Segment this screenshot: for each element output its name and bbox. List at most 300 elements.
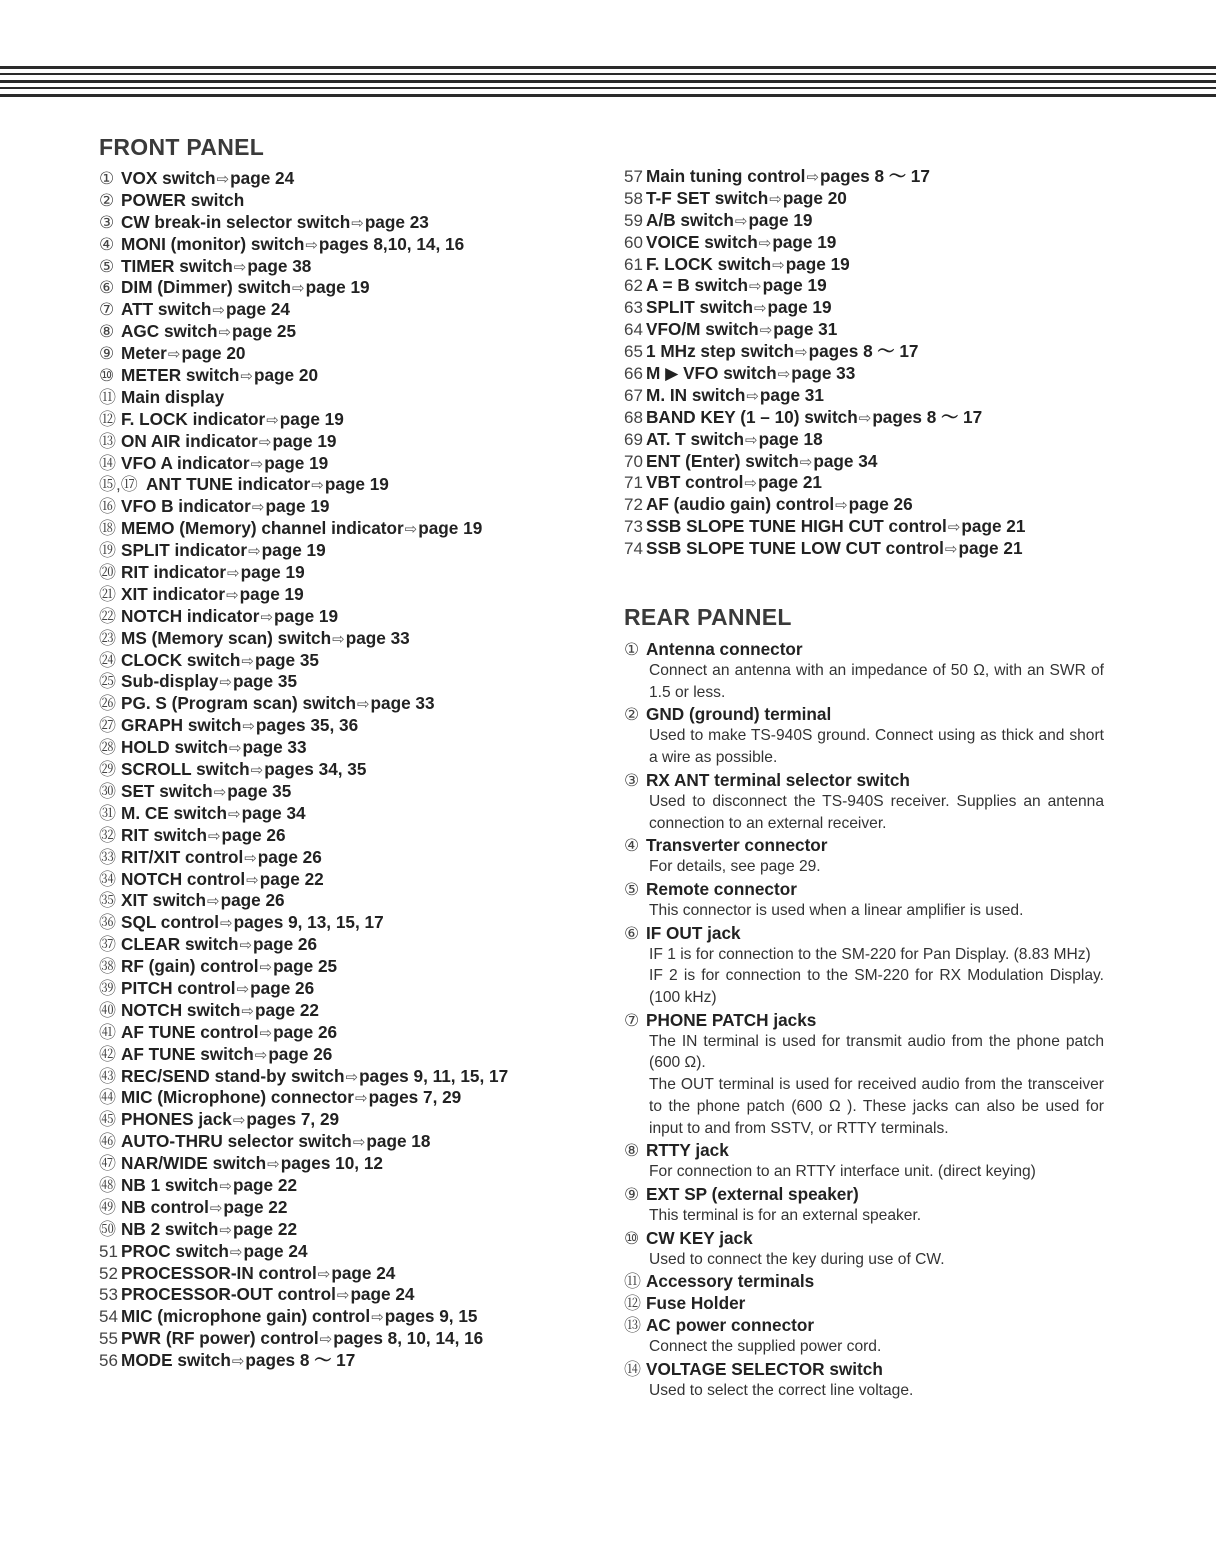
rear-panel-item [624,1358,1104,1402]
page-reference: page 19 [324,474,389,495]
front-panel-item [99,803,508,825]
page-reference: page 35 [233,671,298,692]
arrow-icon: ⇨ [317,1265,331,1283]
arrow-icon: ⇨ [858,409,872,427]
rear-item-description: Connect the supplied power cord. [649,1338,882,1356]
page-reference: page 22 [233,1218,298,1239]
arrow-icon: ⇨ [351,214,364,232]
page-reference: page 26 [268,1043,333,1064]
item-label: POWER switch [121,189,245,210]
rear-item-description: Used to connect the key during use of CW. [649,1250,945,1268]
page-reference: page 35 [254,649,319,670]
front-panel-item [624,385,1025,407]
header-rule-2 [0,73,1216,75]
item-number: ⑧ [99,322,115,342]
item-label: SCROLL switch [121,759,250,780]
item-number: ㊺ [99,1110,116,1130]
item-number: 65 [624,342,643,362]
front-panel-item [624,297,1025,319]
item-number: 69 [624,429,643,449]
item-label: A = B switch [646,275,749,296]
front-panel-item [99,431,508,453]
front-panel-item [99,343,508,365]
rear-item-title [624,1292,1104,1314]
item-label: VFO/M switch [646,319,759,340]
front-panel-item [99,1022,508,1044]
item-number: ㊼ [99,1154,116,1174]
page-reference: page 21 [958,538,1023,559]
item-label: VFO A indicator [121,452,250,473]
item-number: ③ [624,770,640,790]
item-label: Sub-display [121,671,219,692]
front-panel-item [99,190,508,212]
item-number: 62 [624,276,643,296]
arrow-icon: ⇨ [216,171,230,188]
item-number: 66 [624,364,643,384]
page-reference: pages 9, 15 [384,1306,478,1327]
front-panel-item [99,277,508,299]
front-panel-item [624,210,1025,232]
page-reference: pages 34, 35 [264,759,367,780]
front-panel-item [624,516,1025,538]
front-panel-item [624,363,1025,385]
front-panel-item [99,1153,508,1175]
item-label: NB 1 switch [121,1174,219,1195]
item-number: ⑦ [99,300,115,320]
item-number: ㉓ [99,628,116,648]
arrow-icon: ⇨ [248,543,261,561]
item-number: ④ [99,234,115,254]
arrow-icon: ⇨ [354,1090,368,1108]
item-label: SET switch [121,780,213,801]
front-panel-item [624,538,1025,560]
item-number: 73 [624,517,643,537]
page-reference: page 21 [961,516,1026,537]
arrow-icon: ⇨ [167,346,181,364]
item-label: NOTCH indicator [121,605,260,626]
front-panel-item [99,715,508,737]
item-number: ⑥ [99,278,115,298]
item-number: ⑬ [99,431,116,451]
front-panel-item [99,978,508,1000]
rear-panel-item [624,1183,1104,1227]
item-label: Remote connector [646,878,797,899]
arrow-icon: ⇨ [241,1002,254,1020]
rear-item-description: Connect an antenna with an impedance of 50 Ω, with an SWR of 1.5 or less. [649,662,1104,701]
arrow-icon: ⇨ [753,300,767,318]
arrow-icon: ⇨ [267,1156,280,1174]
page-reference: page 19 [279,408,344,429]
arrow-icon: ⇨ [251,499,265,517]
page-reference: page 22 [233,1174,298,1195]
item-number: ⑲ [99,541,116,561]
item-label: SQL control [121,912,220,933]
arrow-icon: ⇨ [806,169,820,186]
front-panel-item [99,1306,508,1328]
item-label: IF OUT jack [646,922,741,943]
item-number: 51 [99,1241,118,1261]
item-label: RX ANT terminal selector switch [646,769,910,790]
item-number: ④ [624,836,640,856]
item-number: 59 [624,210,643,230]
item-number: ㊷ [99,1044,116,1064]
front-panel-item [99,847,508,869]
item-number: ⑤ [99,256,115,276]
arrow-icon: ⇨ [404,521,418,539]
front-panel-item [99,1328,508,1350]
item-label: F. LOCK switch [646,253,772,274]
item-label: AT. T switch [646,428,745,449]
item-number: 54 [99,1307,118,1327]
arrow-icon: ⇨ [944,541,958,559]
rear-item-title [624,1139,1104,1161]
front-panel-item [99,409,508,431]
item-label: F. LOCK indicator [121,408,266,429]
item-number: ㊽ [99,1175,116,1195]
front-panel-item [99,1284,508,1306]
page-reference: page 19 [418,518,483,539]
item-label: CLOCK switch [121,649,241,670]
front-panel-item [99,453,508,475]
front-panel-list-right [624,166,1025,560]
item-number: ㊲ [99,935,116,955]
item-number: 71 [624,473,643,493]
page-reference: pages 7, 29 [246,1109,340,1130]
item-number: ㉗ [99,716,116,736]
header-rule-1 [0,66,1216,69]
front-panel-item [99,1044,508,1066]
rear-item-description: Used to make TS-940S ground. Connect using as thick and short a wire as possible. [649,727,1104,767]
item-label: RTTY jack [646,1140,729,1161]
page-reference: page 19 [767,297,832,318]
item-label: M. CE switch [121,802,228,823]
item-label: VOX switch [121,168,216,188]
page-reference: page 31 [759,384,824,405]
page-reference: page 19 [785,253,850,274]
page-reference: pages 8 ～ 17 [820,166,930,186]
item-label: VOLTAGE SELECTOR switch [646,1359,883,1380]
page-reference: page 22 [259,868,324,889]
item-label: ON AIR indicator [121,430,258,451]
item-number: ㉖ [99,694,116,714]
item-number: ㊴ [99,978,116,998]
rear-panel-item [624,769,1104,834]
item-label: VOICE switch [646,231,758,252]
item-number: ⑪ [99,387,116,407]
arrow-icon: ⇨ [266,411,279,429]
front-panel-item [99,474,508,496]
front-panel-item [624,275,1025,297]
front-panel-item [99,1263,508,1285]
front-panel-item [99,1197,508,1219]
item-number: 60 [624,232,643,252]
arrow-icon: ⇨ [220,915,233,933]
header-rule-4 [0,87,1216,89]
item-label: AF TUNE switch [121,1043,254,1064]
item-number: ㉜ [99,825,116,845]
arrow-icon: ⇨ [228,740,242,758]
item-number: 57 [624,167,643,186]
item-label: PITCH control [121,977,236,998]
front-panel-item [624,166,1025,188]
page-reference: page 19 [240,562,305,583]
arrow-icon: ⇨ [305,236,318,254]
item-number: ③ [99,212,115,232]
rear-panel-item [624,922,1104,1009]
item-number: ㊸ [99,1066,116,1086]
page-reference: page 19 [264,452,329,473]
arrow-icon: ⇨ [219,1221,232,1239]
item-label: Accessory terminals [646,1271,815,1292]
rear-item-description: Used to select the correct line voltage. [649,1382,914,1400]
arrow-icon: ⇨ [345,1068,359,1086]
page-reference: page 34 [241,802,306,823]
arrow-icon: ⇨ [352,1134,366,1152]
page-reference: page 24 [230,168,295,188]
front-panel-item [624,407,1025,429]
page-reference: page 19 [239,583,304,604]
arrow-icon: ⇨ [244,849,257,867]
item-label: PROC switch [121,1240,229,1261]
item-label: MODE switch [121,1350,231,1371]
page-reference: page 38 [247,255,312,276]
item-label: MIC (microphone gain) control [121,1306,371,1327]
rear-item-title [624,1183,1104,1205]
rear-item-title [624,769,1104,791]
rear-panel-item [624,1292,1104,1314]
rear-item-title [624,638,1104,660]
arrow-icon: ⇨ [232,1112,246,1130]
arrow-icon: ⇨ [777,366,791,384]
front-panel-item [99,1131,508,1153]
item-label: Meter [121,343,167,364]
rear-item-title [624,1270,1104,1292]
arrow-icon: ⇨ [336,1287,350,1305]
rear-panel-item [624,638,1104,703]
item-number: ㉝ [99,847,116,867]
item-label: NB 2 switch [121,1218,219,1239]
page-reference: page 20 [782,187,847,208]
item-label: GRAPH switch [121,715,242,736]
front-panel-item [624,254,1025,276]
front-panel-item [99,387,508,409]
front-panel-item [99,1241,508,1263]
item-number: ② [624,705,640,725]
rear-item-title [624,1358,1104,1380]
front-panel-item [99,1175,508,1197]
page-reference: page 31 [773,319,838,340]
rear-item-description: This terminal is for an external speaker. [649,1206,922,1224]
front-panel-item [99,912,508,934]
item-label: HOLD switch [121,737,228,758]
item-label: CLEAR switch [121,934,239,955]
arrow-icon: ⇨ [947,519,961,537]
front-panel-item [99,518,508,540]
page-reference: page 26 [221,824,286,845]
item-number: 55 [99,1329,118,1349]
page-reference: page 18 [758,428,823,449]
item-label: PHONE PATCH jacks [646,1009,817,1030]
item-number: ㊹ [99,1088,116,1108]
rear-item-description: IF 2 is for connection to the SM-220 for RX Modulation Display. (100 kHz) [649,967,1104,1007]
item-label: SPLIT indicator [121,540,248,561]
item-label: SPLIT switch [646,297,753,318]
rear-item-description: The IN terminal is used for transmit audio from the phone patch (600 Ω). [649,1032,1104,1072]
item-number: ⑩ [99,366,115,386]
arrow-icon: ⇨ [219,1177,232,1195]
arrow-icon: ⇨ [240,368,253,386]
item-label: PHONES jack [121,1109,232,1130]
front-panel-item [99,1219,508,1241]
front-panel-item [99,650,508,672]
front-panel-item [99,1350,508,1372]
header-rules [0,62,1216,102]
front-panel-item [99,256,508,278]
arrow-icon: ⇨ [246,871,259,889]
item-number: ㊵ [99,1000,116,1020]
front-panel-item [99,759,508,781]
rear-panel-list [624,638,1104,1402]
page-reference: page 26 [220,890,285,911]
front-panel-item [624,188,1025,210]
rear-item-description: This connector is used when a linear amplifier is used. [649,901,1024,919]
item-label: M. IN switch [646,384,746,405]
page-reference: pages 8,10, 14, 16 [318,233,465,254]
front-panel-item [99,934,508,956]
item-number: ⑨ [99,344,115,364]
front-panel-heading: FRONT PANEL [99,134,265,160]
front-panel-item [99,321,508,343]
item-label: PG. S (Program scan) switch [121,693,356,714]
front-panel-item [624,451,1025,473]
page-reference: page 19 [762,275,827,296]
item-label: ANT TUNE indicator [146,474,311,495]
rear-panel-item [624,1009,1104,1140]
item-number: 63 [624,298,643,318]
arrow-icon: ⇨ [239,937,253,955]
item-label: RIT switch [121,824,207,845]
item-label: Main tuning control [646,166,806,186]
arrow-icon: ⇨ [259,1024,273,1042]
rear-item-description: Used to disconnect the TS-940S receiver. Supplies an antenna connection to an external receiver. [649,792,1104,832]
arrow-icon: ⇨ [229,1243,243,1261]
page-reference: page 24 [225,299,290,320]
item-label: RF (gain) control [121,956,259,977]
rear-item-title [624,1009,1104,1031]
arrow-icon: ⇨ [749,278,762,296]
item-label: MONI (monitor) switch [121,233,305,254]
arrow-icon: ⇨ [213,783,227,801]
page-reference: page 22 [254,999,319,1020]
item-number: ⑪ [624,1272,641,1292]
rear-panel-item [624,703,1104,768]
item-number: ⑦ [624,1010,640,1030]
front-panel-item [624,232,1025,254]
rear-panel-item [624,1139,1104,1183]
front-panel-item [99,1000,508,1022]
page-reference: pages 10, 12 [280,1153,383,1174]
rear-item-description: For details, see page 29. [649,858,821,876]
item-label: CW break-in selector switch [121,211,351,232]
item-label: AC power connector [646,1315,815,1336]
front-panel-item [99,212,508,234]
arrow-icon: ⇨ [332,630,345,648]
front-panel-item [624,341,1025,363]
item-label: BAND KEY (1 – 10) switch [646,406,858,427]
front-panel-item [99,496,508,518]
front-panel-item [99,540,508,562]
item-label: A/B switch [646,209,734,230]
arrow-icon: ⇨ [254,1046,268,1064]
item-label: SSB SLOPE TUNE LOW CUT control [646,538,944,559]
item-label: RIT indicator [121,562,227,583]
item-number: ㉘ [99,738,116,758]
page-reference: page 20 [181,343,246,364]
page-reference: pages 9, 13, 15, 17 [233,912,384,933]
item-label: M ▶ VFO switch [646,363,777,384]
item-label: NOTCH switch [121,999,241,1020]
page-reference: page 18 [366,1131,431,1152]
item-number: ㊱ [99,913,116,933]
arrow-icon: ⇨ [799,453,813,471]
front-panel-item [99,825,508,847]
page-reference: page 33 [242,737,307,758]
item-number: ⑩ [624,1228,640,1248]
item-number: ㉕ [99,672,116,692]
item-number: ㉔ [99,650,116,670]
page-reference: page 19 [305,277,370,298]
page-reference: pages 8 ～ 17 [808,341,919,362]
item-label: VBT control [646,472,744,493]
item-label: SSB SLOPE TUNE HIGH CUT control [646,516,947,537]
item-number: ① [99,169,115,188]
arrow-icon: ⇨ [207,893,220,911]
arrow-icon: ⇨ [744,475,757,493]
arrow-icon: ⇨ [228,805,241,823]
item-label: GND (ground) terminal [646,704,832,725]
front-panel-item [99,234,508,256]
item-label: AF (audio gain) control [646,494,835,515]
arrow-icon: ⇨ [207,827,221,845]
item-number: 72 [624,495,643,515]
arrow-icon: ⇨ [231,1353,245,1371]
page-reference: page 35 [227,780,292,801]
item-number: ⑫ [99,409,116,429]
rear-panel-heading: REAR PANNEL [624,604,792,630]
front-panel-item [99,671,508,693]
arrow-icon: ⇨ [209,1199,223,1217]
arrow-icon: ⇨ [769,190,782,208]
arrow-icon: ⇨ [356,696,370,714]
item-number: ② [99,190,115,210]
page-reference: page 19 [272,430,337,451]
front-panel-item [99,365,508,387]
arrow-icon: ⇨ [233,258,247,276]
front-panel-item [99,956,508,978]
page-reference: page 26 [257,846,322,867]
item-number: ⑫ [624,1294,641,1314]
page-reference: page 26 [253,934,318,955]
page-reference: pages 35, 36 [255,715,359,736]
rear-item-title [624,1314,1104,1336]
item-number: ㊾ [99,1197,116,1217]
front-panel-item [99,606,508,628]
item-number: ⑭ [624,1360,641,1380]
arrow-icon: ⇨ [212,302,225,320]
item-number: ⑭ [99,453,116,473]
item-number: ⑱ [99,519,116,539]
item-number: 52 [99,1263,118,1283]
